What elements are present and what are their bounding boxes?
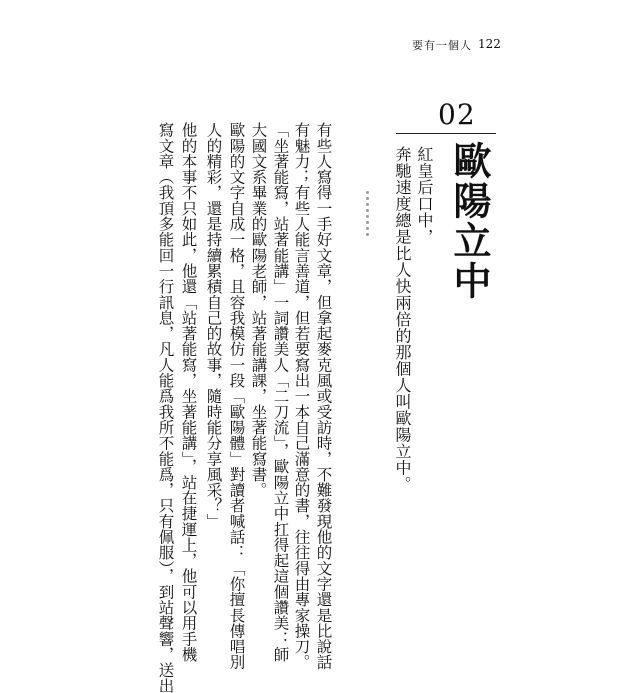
- decorative-dot: [366, 221, 369, 224]
- chapter-divider: [396, 133, 496, 134]
- decorative-dot: [366, 191, 369, 194]
- chapter-subtitle-line-1: 紅皇后口中，: [415, 146, 434, 245]
- decorative-dot: [366, 203, 369, 206]
- body-text-line: 大國文系畢業的歐陽老師，站著能講課，坐著能寫書。: [249, 122, 268, 498]
- running-title: 要有一個人: [412, 39, 472, 52]
- decorative-dot-column: [360, 191, 374, 236]
- chapter-title: 歐陽立中: [447, 141, 492, 301]
- body-text-line: 歐陽的文字自成一格，且容我模仿一段「歐陽體」對讀者喊話：「你擅長傳唱別: [227, 122, 246, 670]
- chapter-subtitle-line-2: 奔馳速度總是比人快兩倍的那個人叫歐陽立中。: [393, 146, 412, 493]
- body-text-line: 寫文章（我頂多能回一行訊息，凡人能爲我所不能爲，只有佩服），到站聲響，送出: [156, 122, 175, 693]
- body-text-line: 他的本事不只如此，他還「站著能寫，坐著能講」，站在捷運上，他可以用手機: [179, 122, 198, 662]
- body-text-line: 有些人寫得一手好文章，但拿起麥克風或受訪時，不難發現他的文字還是比說話: [314, 122, 333, 670]
- chapter-number: 02: [438, 98, 476, 131]
- decorative-dot: [366, 215, 369, 218]
- body-text-line: 「坐著能寫，站著能講」一詞讚美人「二刀流」，歐陽立中扛得起這個讚美：師: [271, 122, 290, 662]
- body-text-line: 人的精彩，還是持續累積自己的故事，隨時能分享風采？」: [204, 122, 223, 529]
- page-number: 122: [478, 37, 501, 51]
- body-text-line: 有魅力；有些人能言善道，但若要寫出一本自己滿意的書，往往得由專家操刀。: [292, 122, 311, 670]
- decorative-dot: [366, 233, 369, 236]
- decorative-dot: [366, 209, 369, 212]
- decorative-dot: [366, 227, 369, 230]
- decorative-dot: [366, 197, 369, 200]
